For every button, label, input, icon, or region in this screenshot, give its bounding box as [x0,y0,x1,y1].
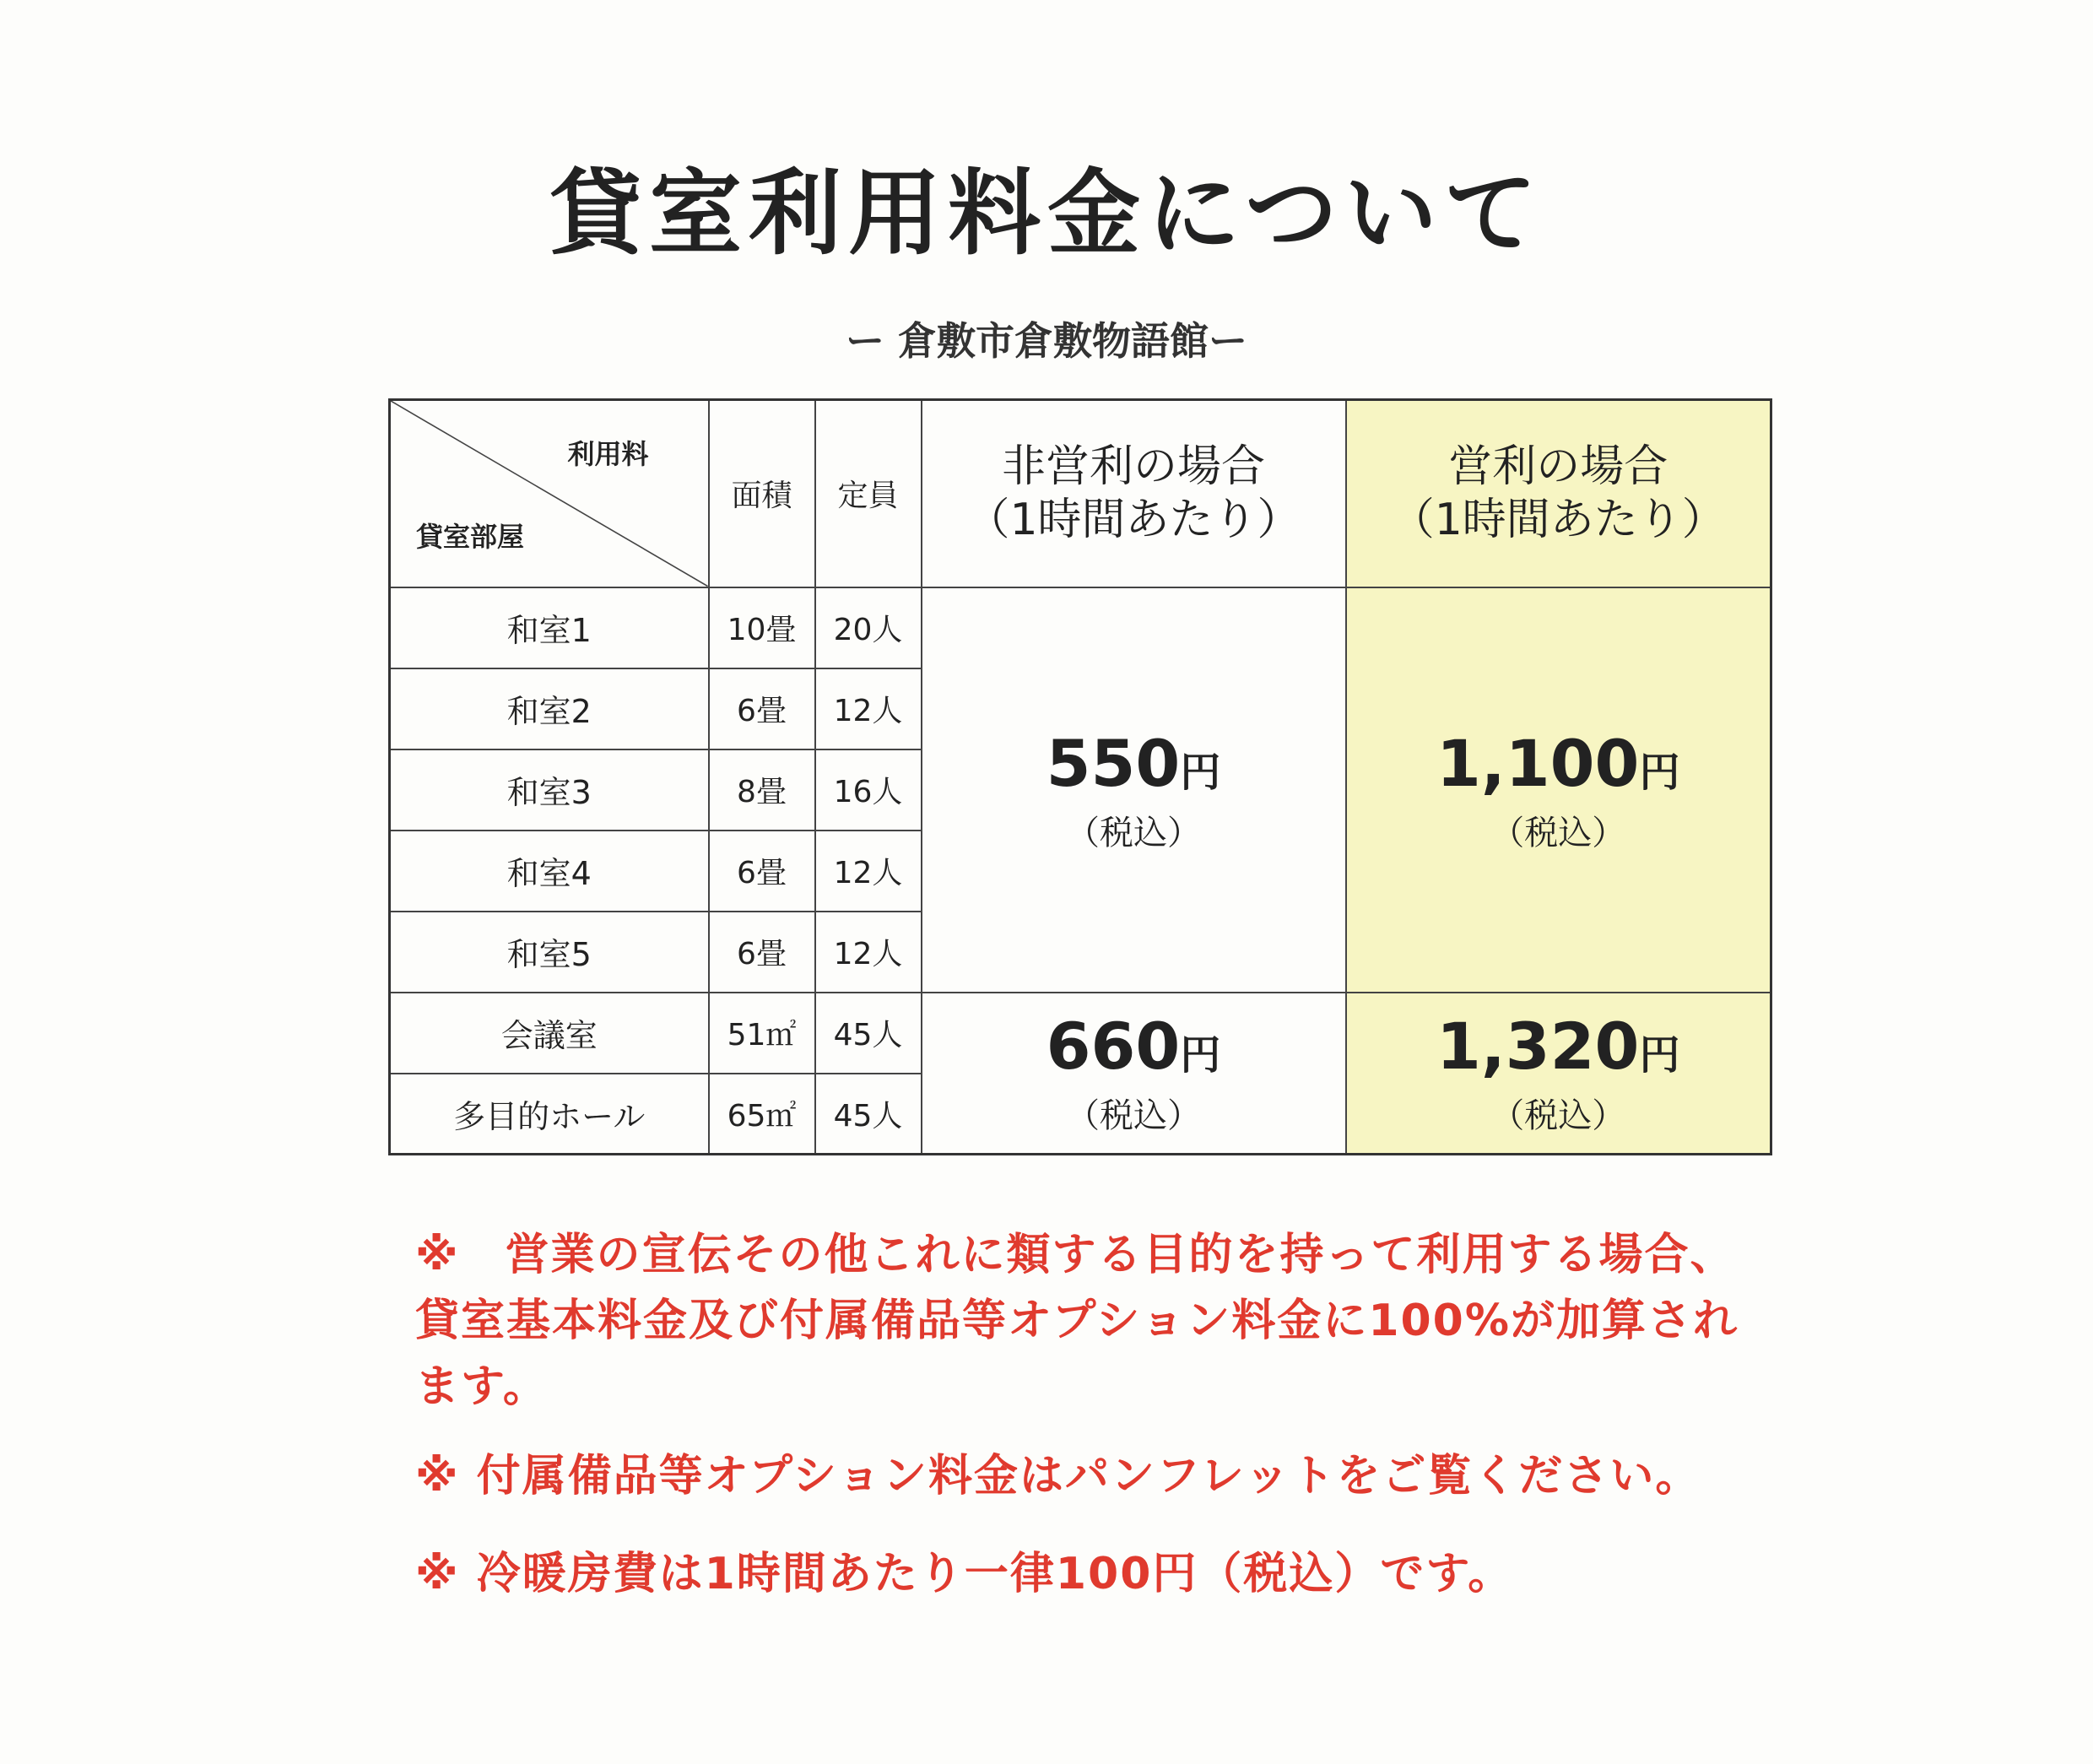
washitsu-nonprofit-price: 550 [1046,725,1181,801]
room-capacity: 12人 [815,912,922,993]
corner-label-room: 貸室部屋 [416,520,525,553]
facility-name: ー 倉敷市倉敷物語館ー [845,318,1247,364]
room-area: 65㎡ [709,1074,815,1155]
table-header-row [390,400,1771,587]
header-nonprofit [922,400,1346,587]
price-unit: 円 [1639,1031,1680,1080]
tax-included-label: （税込） [1066,813,1201,852]
corner-label-fee: 利用料 [567,438,649,470]
note-options: ※ 付属備品等オプション料金はパンフレットをご覧ください。 [415,1451,1701,1502]
notes-section [415,1222,1782,1607]
hall-nonprofit-price-cell [922,993,1346,1155]
room-area: 10畳 [709,587,815,668]
room-capacity: 45人 [815,1074,922,1155]
header-nonprofit-per-hour: （1時間あたり） [965,494,1301,545]
room-area: 8畳 [709,749,815,831]
price-unit: 円 [1639,748,1680,796]
table-row [390,587,1771,668]
header-area: 面積 [709,400,815,587]
washitsu-profit-price: 1,100 [1436,725,1640,801]
room-capacity: 16人 [815,749,922,831]
corner-header-cell [390,400,709,587]
room-capacity: 12人 [815,668,922,749]
room-area: 51㎡ [709,993,815,1074]
tax-included-label: （税込） [1490,1096,1626,1136]
room-capacity: 12人 [815,831,922,912]
room-area: 6畳 [709,912,815,993]
room-name: 多目的ホール [390,1074,709,1155]
page-title: 貸室利用料金について [549,160,1544,268]
room-name: 和室2 [390,668,709,749]
room-name: 会議室 [390,993,709,1074]
diagonal-divider [391,401,708,587]
washitsu-profit-price-cell [1346,587,1771,993]
note-air-conditioning: ※ 冷暖房費は1時間あたり一律100円（税込）です。 [415,1549,1514,1599]
note-surcharge-line3: ます。 [415,1361,549,1412]
header-profit-per-hour: （1時間あたり） [1390,494,1726,545]
header-profit [1346,400,1771,587]
hall-nonprofit-price: 660 [1046,1009,1181,1085]
room-capacity: 45人 [815,993,922,1074]
tax-included-label: （税込） [1490,813,1626,852]
room-name: 和室1 [390,587,709,668]
tax-included-label: （税込） [1066,1096,1201,1136]
room-name: 和室5 [390,912,709,993]
price-unit: 円 [1180,1031,1221,1080]
note-surcharge-line1: ※ 営業の宣伝その他これに類する目的を持って利用する場合、 [415,1230,1736,1280]
fee-table [388,398,1772,1155]
hall-profit-price: 1,320 [1436,1009,1640,1085]
header-nonprofit-title: 非営利の場合 [1001,441,1265,493]
price-unit: 円 [1180,748,1221,796]
room-capacity: 20人 [815,587,922,668]
header-capacity: 定員 [815,400,922,587]
table-row [390,993,1771,1074]
washitsu-nonprofit-price-cell [922,587,1346,993]
room-name: 和室3 [390,749,709,831]
hall-profit-price-cell [1346,993,1771,1155]
room-area: 6畳 [709,668,815,749]
header-profit-title: 営利の場合 [1448,441,1668,493]
room-name: 和室4 [390,831,709,912]
room-area: 6畳 [709,831,815,912]
note-surcharge-line2: 貸室基本料金及び付属備品等オプション料金に100%が加算され [415,1296,1739,1346]
